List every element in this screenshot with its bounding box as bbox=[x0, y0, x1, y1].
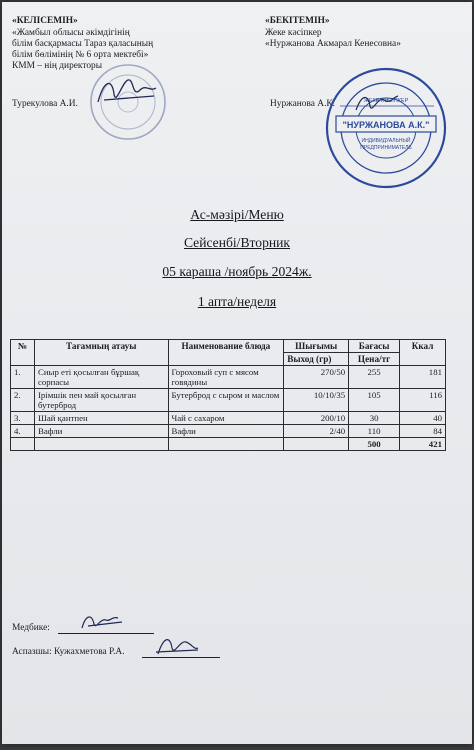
header-yield-ru: Выход (гр) bbox=[284, 353, 349, 366]
header-yield-kz: Шығымы bbox=[284, 340, 349, 353]
table-row bbox=[11, 425, 446, 438]
right-signer: Нуржанова А.К. bbox=[270, 99, 336, 109]
header-no: № bbox=[11, 340, 35, 366]
table-row bbox=[11, 366, 446, 389]
row-name-ru: Бутерброд с сыром и маслом bbox=[168, 389, 284, 412]
table-row bbox=[11, 389, 446, 412]
director-signature bbox=[94, 72, 164, 112]
row-kcal: 84 bbox=[400, 425, 446, 438]
row-no: 4. bbox=[11, 425, 35, 438]
seal-center-text: "НУРЖАНОВА А.К." bbox=[342, 120, 430, 130]
document-page bbox=[2, 2, 472, 744]
left-line-4: КММ – нің директоры bbox=[12, 61, 102, 71]
table-header-row bbox=[11, 340, 446, 353]
seal-sub-2: ПРЕДПРИНИМАТЕЛЬ bbox=[360, 145, 412, 151]
row-name-ru: Чай с сахаром bbox=[168, 412, 284, 425]
nurse-signature bbox=[78, 610, 128, 634]
right-line-2: «Нуржанова Акмарал Кенесовна» bbox=[265, 39, 401, 49]
row-kcal: 116 bbox=[400, 389, 446, 412]
row-name-kz: Сиыр еті қосылған бұршақ сорпасы bbox=[34, 366, 168, 389]
day-title: Сейсенбі/Вторник bbox=[183, 235, 291, 250]
row-yield: 2/40 bbox=[284, 425, 349, 438]
row-yield: 200/10 bbox=[284, 412, 349, 425]
row-yield: 10/10/35 bbox=[284, 389, 349, 412]
row-kcal: 181 bbox=[400, 366, 446, 389]
left-signer: Турекулова А.И. bbox=[12, 99, 78, 109]
cook-signature bbox=[152, 630, 202, 660]
left-line-2: білім басқармасы Тараз қаласының bbox=[12, 39, 154, 49]
row-no: 1. bbox=[11, 366, 35, 389]
header-name-kz: Тағамның атауы bbox=[34, 340, 168, 366]
row-price: 105 bbox=[349, 389, 400, 412]
menu-table bbox=[10, 339, 446, 451]
table-row bbox=[11, 412, 446, 425]
date-title: 05 караша /ноябрь 2024ж. bbox=[162, 264, 312, 279]
left-heading: «КЕЛІСЕМІН» bbox=[12, 16, 78, 26]
row-name-ru: Вафли bbox=[168, 425, 284, 438]
left-line-1: «Жамбыл облысы әкімдігінің bbox=[12, 28, 130, 38]
header-kcal: Ккал bbox=[400, 340, 446, 366]
header-price-kz: Бағасы bbox=[349, 340, 400, 353]
left-line-3: білім бөлімінің № 6 орта мектебі» bbox=[12, 50, 149, 60]
total-price: 500 bbox=[349, 438, 400, 451]
table-total-row bbox=[11, 438, 446, 451]
nurse-label: Медбике: bbox=[12, 623, 50, 633]
right-line-1: Жеке кәсіпкер bbox=[265, 28, 322, 38]
row-price: 255 bbox=[349, 366, 400, 389]
row-name-kz: Шай қантпен bbox=[34, 412, 168, 425]
total-kcal: 421 bbox=[400, 438, 446, 451]
row-name-kz: Ірімшік пен май қосылған бутерброд bbox=[34, 389, 168, 412]
entrepreneur-signature bbox=[352, 90, 402, 116]
cook-label: Аспазшы: Кужахметова Р.А. bbox=[12, 647, 125, 657]
menu-title: Ас-мәзірі/Меню bbox=[190, 207, 284, 222]
row-name-kz: Вафли bbox=[34, 425, 168, 438]
seal-sub-1: ИНДИВИДУАЛЬНЫЙ bbox=[361, 138, 411, 144]
row-name-ru: Гороховый суп с мясом говядины bbox=[168, 366, 284, 389]
row-no: 2. bbox=[11, 389, 35, 412]
header-price-ru: Цена/тг bbox=[349, 353, 400, 366]
right-heading: «БЕКІТЕМІН» bbox=[265, 16, 330, 26]
row-price: 30 bbox=[349, 412, 400, 425]
header-name-ru: Наименование блюда bbox=[168, 340, 284, 366]
row-kcal: 40 bbox=[400, 412, 446, 425]
week-title: 1 апта/неделя bbox=[197, 294, 277, 309]
row-yield: 270/50 bbox=[284, 366, 349, 389]
entrepreneur-seal-stamp bbox=[324, 66, 448, 190]
seal-top-text: ЖЕКЕ КӘСІПКЕР bbox=[363, 98, 409, 104]
row-no: 3. bbox=[11, 412, 35, 425]
row-price: 110 bbox=[349, 425, 400, 438]
